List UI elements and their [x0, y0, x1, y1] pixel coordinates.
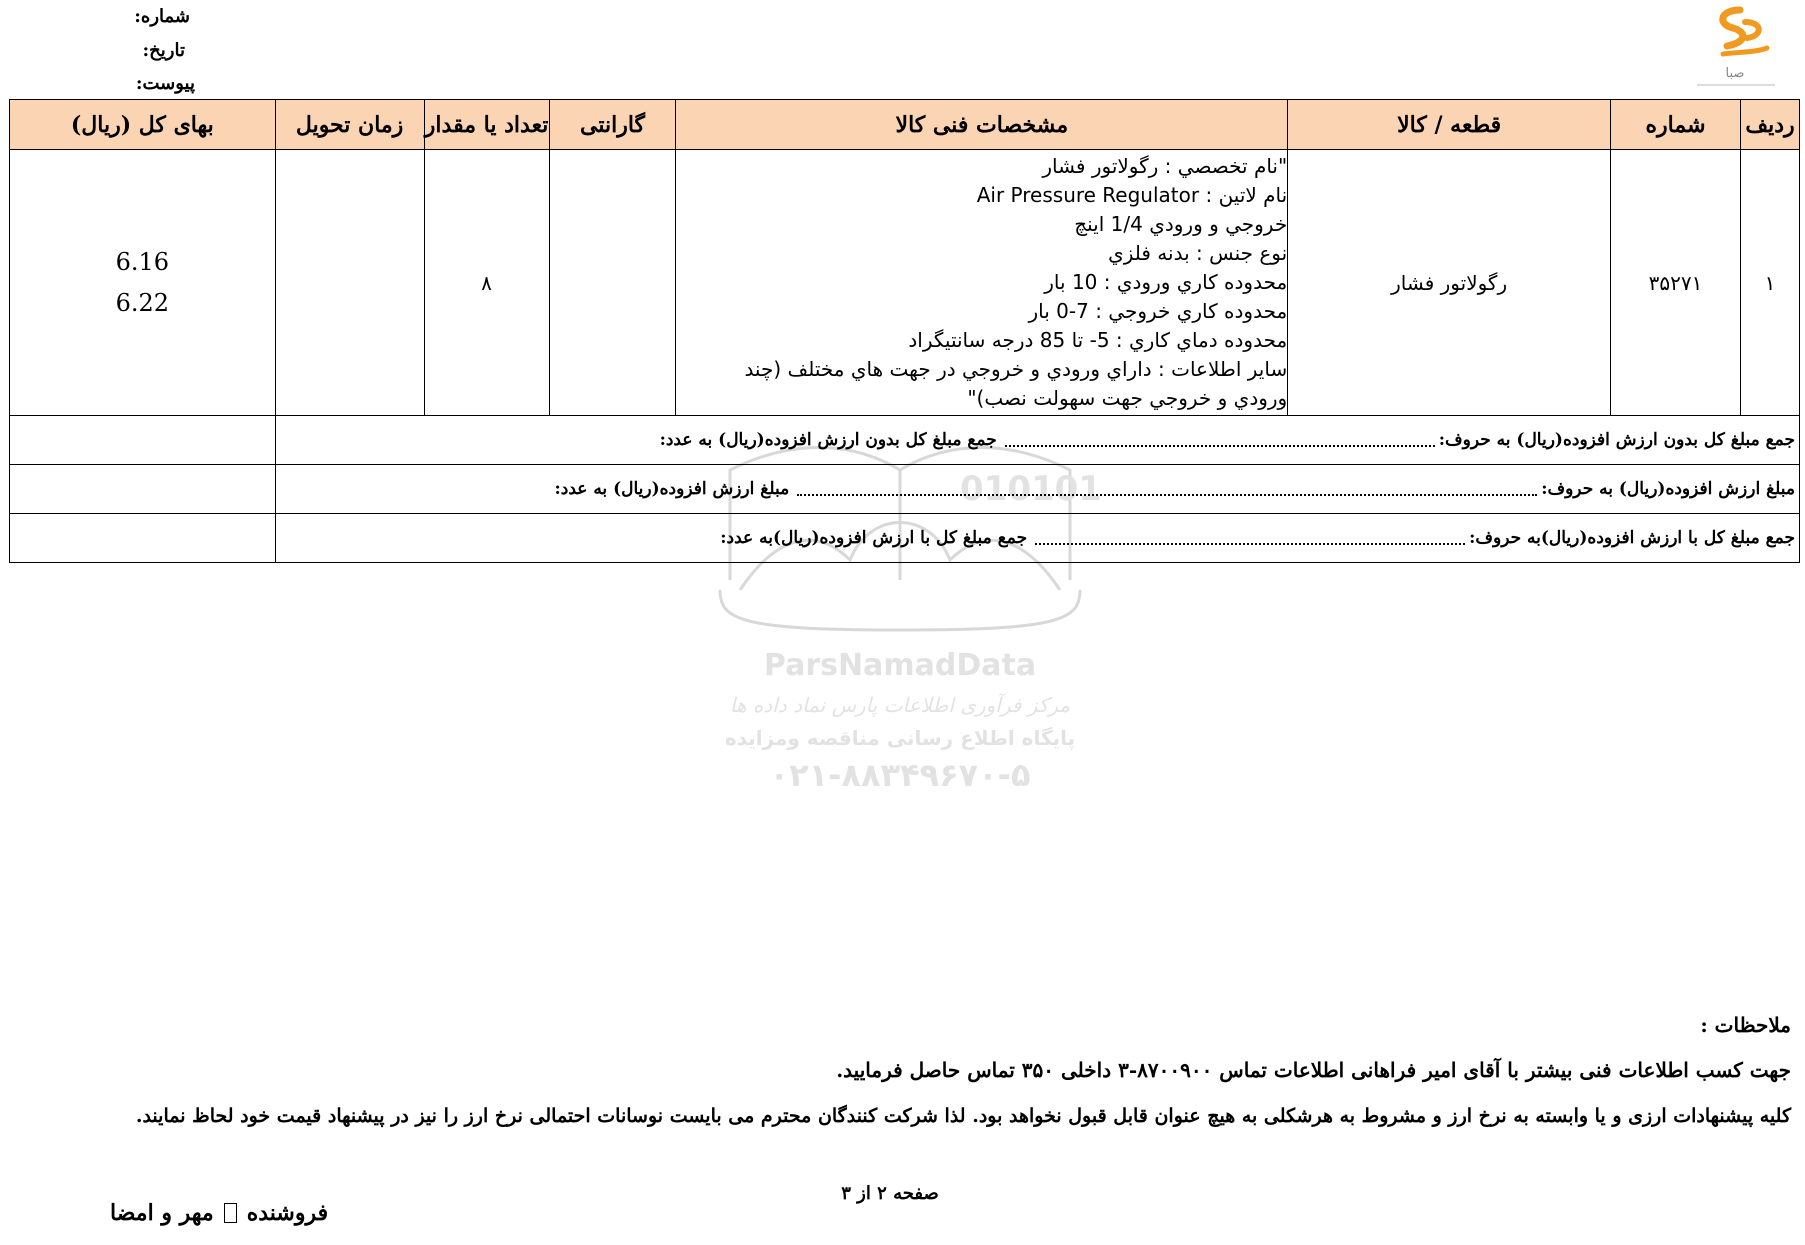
summary-value-cell [10, 465, 276, 514]
spec-line: "نام تخصصي : رگولاتور فشار [1042, 154, 1288, 178]
col-guarantee: گارانتی [549, 100, 676, 150]
table-row [10, 150, 1800, 416]
notes-line-1: جهت کسب اطلاعات فنی بیشتر با آقای امیر فراهانی اطلاعات تماس ۸۷۰۰۹۰۰-۳ داخلی ۳۵۰ تماس حاصل فرمایید. [836, 1058, 1791, 1082]
company-logo [1685, 2, 1785, 92]
svg-text:صبا: صبا [1725, 66, 1745, 81]
seller-label: فروشنده [246, 1200, 329, 1226]
summary-row-with-vat [10, 514, 1800, 563]
row-item: رگولاتور فشار [1288, 150, 1611, 416]
spec-line: محدوده دماي كاري : 5- تا 85 درجه سانتيگراد [908, 328, 1288, 352]
svg-text:پایگاه اطلاع رسانی مناقصه ومزا: پایگاه اطلاع رسانی مناقصه ومزایده [724, 726, 1076, 750]
summary-row-without-vat [10, 416, 1800, 465]
seal-label: مهر و امضا [110, 1200, 214, 1226]
svg-text:010101: 010101 [960, 469, 1100, 509]
seller-signature [110, 1200, 328, 1226]
row-quantity: ۸ [424, 150, 549, 416]
col-row-index: ردیف [1741, 100, 1800, 150]
spec-line: خروجي و ورودي 1/4 اينچ [1074, 212, 1288, 236]
spec-line: ورودي و خروجي جهت سهولت نصب)" [967, 386, 1288, 410]
col-total-price: بهای کل (ریال) [10, 100, 276, 150]
checkbox-icon [224, 1203, 237, 1223]
svg-text:مرکز فرآوری اطلاعات پارس نماد: مرکز فرآوری اطلاعات پارس نماد داده ها [729, 693, 1071, 717]
summary-letters-label: جمع مبلغ کل بدون ارزش افزوده(ریال) به حروف: [1438, 430, 1795, 450]
row-guarantee [549, 150, 676, 416]
col-item: قطعه / کالا [1288, 100, 1611, 150]
col-number: شماره [1611, 100, 1741, 150]
summary-cell [275, 514, 1799, 563]
summary-value-cell [10, 514, 276, 563]
date-label: تاریخ: [142, 40, 185, 61]
svg-text:۰۲۱-۸۸۳۴۹۶۷۰-۵: ۰۲۱-۸۸۳۴۹۶۷۰-۵ [769, 756, 1031, 794]
spec-line: محدوده كاري خروجي : 7-0 بار [1028, 299, 1288, 323]
summary-digits-label: مبلغ ارزش افزوده(ریال) به عدد: [554, 479, 790, 499]
quotation-table [9, 99, 1800, 563]
spec-line: ساير اطلاعات : داراي ورودي و خروجي در جهت هاي مختلف (چند [744, 357, 1288, 381]
attachment-label: پیوست: [135, 73, 195, 94]
total-value-1: 6.16 [115, 247, 170, 276]
summary-cell [275, 465, 1799, 514]
total-value-2: 6.22 [115, 288, 170, 317]
row-delivery [275, 150, 424, 416]
col-quantity: تعداد یا مقدار [424, 100, 549, 150]
row-code: ۳۵۲۷۱ [1611, 150, 1741, 416]
notes-line-2: کلیه پیشنهادات ارزی و یا وابسته به نرخ ارز و مشروط به هرشکلی به هیچ عنوان قابل قبول نخواهد بود. لذا شرکت کنندگان محترم می بایست نوسانات احتمالی نرخ ارز را نیز در پیشنهاد قیمت خود لحاظ نمایند. [135, 1105, 1791, 1127]
spec-line: محدوده كاري ورودي : 10 بار [1044, 270, 1288, 294]
number-label: شماره: [134, 6, 190, 27]
spec-line: نام لاتين : Air Pressure Regulator [976, 183, 1288, 207]
summary-value-cell [10, 416, 276, 465]
col-specs: مشخصات فنی کالا [676, 100, 1288, 150]
notes-title: ملاحظات : [1700, 1013, 1791, 1037]
page-number: صفحه ۲ از ۳ [841, 1183, 939, 1204]
col-delivery: زمان تحویل [275, 100, 424, 150]
row-specs [676, 150, 1288, 416]
summary-row-vat [10, 465, 1800, 514]
summary-letters-label: جمع مبلغ کل با ارزش افزوده(ریال)به حروف: [1469, 528, 1795, 548]
summary-letters-label: مبلغ ارزش افزوده(ریال) به حروف: [1541, 479, 1795, 499]
table-header-row [10, 100, 1800, 150]
row-total-price [10, 150, 276, 416]
row-index: ۱ [1741, 150, 1800, 416]
spec-line: نوع جنس : بدنه فلزي [1108, 241, 1288, 265]
summary-digits-label: جمع مبلغ کل با ارزش افزوده(ریال)به عدد: [720, 528, 1028, 548]
summary-cell [275, 416, 1799, 465]
summary-digits-label: جمع مبلغ کل بدون ارزش افزوده(ریال) به عدد: [659, 430, 997, 450]
svg-text:ParsNamadData: ParsNamadData [763, 648, 1037, 683]
